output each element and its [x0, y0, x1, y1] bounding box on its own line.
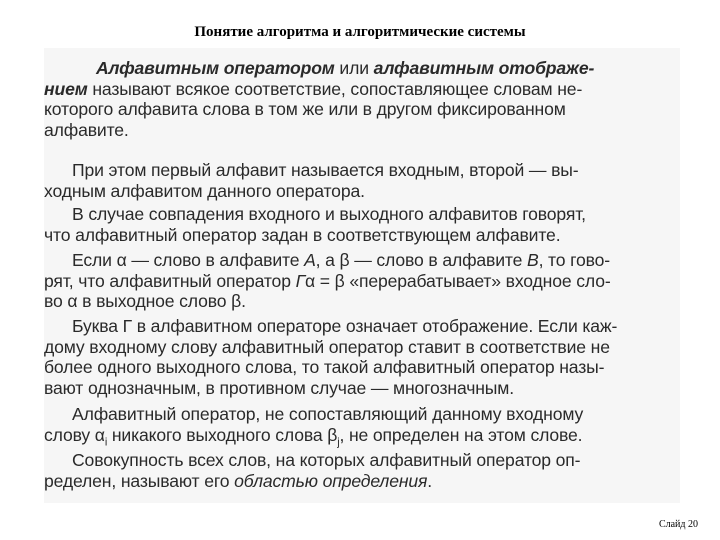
alphabet-a: A — [304, 250, 316, 270]
text-line: Буква Г в алфавитном операторе означает отображение. Если каж- — [72, 316, 618, 336]
text-span: , не определен на этом слове. — [339, 424, 583, 445]
text-line — [44, 424, 680, 449]
text-line: вают однозначным, в противном случае — многозначным. — [44, 377, 514, 398]
text-span: слову α — [44, 424, 105, 445]
text-line: которого алфавита слова в том же или в другом фиксированном — [44, 99, 566, 120]
text-line: ходным алфавитом данного оператора. — [44, 180, 365, 201]
paragraph-undefined — [44, 404, 680, 449]
text-span: ределен, называют его — [44, 470, 235, 491]
text-line: В случае совпадения входного и выходного алфавитов говорят, — [72, 204, 586, 224]
subscript-i: i — [104, 436, 108, 449]
slide-title: Понятие алгоритма и алгоритмические системы — [194, 24, 526, 40]
term-alphabetic-operator: Алфавитным оператором — [96, 58, 335, 78]
text-line: во α в выходное слово β. — [44, 291, 246, 312]
paragraph-definition — [44, 58, 680, 140]
text-line — [44, 471, 680, 492]
paragraph-uniqueness — [44, 316, 680, 398]
paragraph-word-mapping — [44, 250, 680, 312]
text-line: алфавите. — [44, 119, 129, 140]
term-domain: областью определения — [234, 470, 428, 491]
text-span: никакого выходного слова β — [107, 424, 338, 445]
text-line — [44, 58, 680, 79]
text-span: рят, что алфавитный оператор — [44, 270, 296, 291]
term-alphabetic-mapping: алфавитным отображе- — [373, 58, 595, 78]
text-line: что алфавитный оператор задан в соответствующем алфавите. — [44, 224, 561, 245]
text-span: α = β «перерабатывает» входное сло- — [305, 270, 611, 291]
text-line — [44, 79, 680, 100]
text-span: называют всякое соответствие, сопоставляющее словам не- — [87, 78, 583, 99]
text-line — [44, 271, 680, 292]
text-line: Алфавитный оператор, не сопоставляющий данному входному — [72, 404, 584, 424]
slide-number: Слайд 20 — [658, 519, 698, 530]
text-line: более одного выходного слова, то такой алфавитный оператор назы- — [44, 357, 605, 378]
text-line: Совокупность всех слов, на которых алфавитный оператор оп- — [72, 450, 581, 470]
paragraph-domain — [44, 450, 680, 491]
scanned-text-block — [44, 48, 680, 503]
term-alphabetic-mapping-end: нием — [44, 78, 88, 99]
text-span: или — [334, 58, 374, 78]
subscript-j: j — [337, 436, 340, 449]
text-line: дому входному слову алфавитный оператор ставит в соответствие не — [44, 336, 610, 357]
text-span: , то гово- — [538, 250, 610, 270]
paragraph-input-output — [44, 160, 680, 201]
paragraph-same-alphabet — [44, 204, 680, 245]
alphabet-b: B — [526, 250, 539, 270]
text-line: При этом первый алфавит называется входным, второй — вы- — [72, 160, 579, 180]
text-span: Если α — слово в алфавите — [72, 250, 305, 270]
operator-symbol: Г — [295, 270, 305, 291]
text-span: , а β — слово в алфавите — [315, 250, 527, 270]
text-line — [44, 250, 680, 271]
text-span: . — [427, 470, 433, 491]
